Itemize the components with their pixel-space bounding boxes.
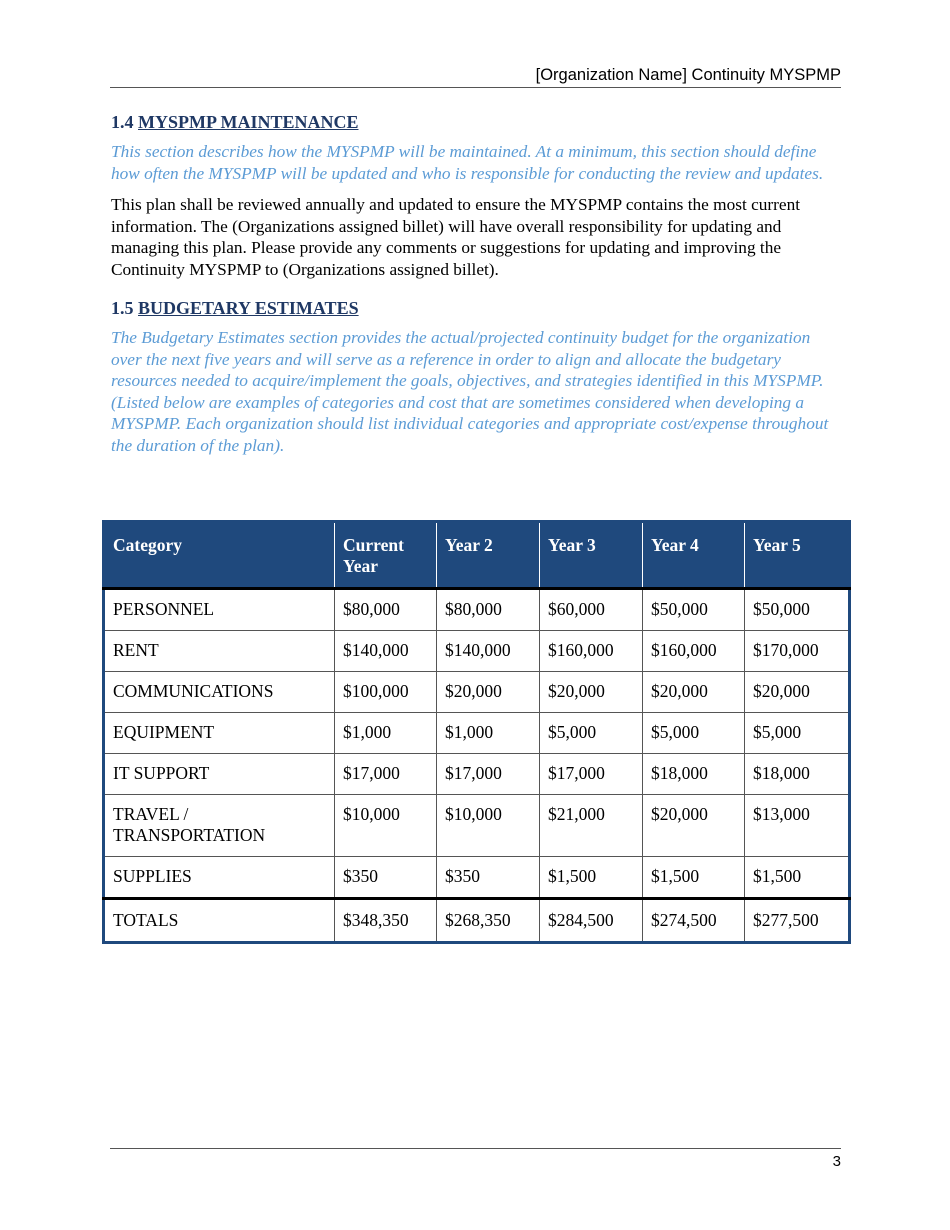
- table-cell: $160,000: [643, 631, 745, 672]
- table-cell: $5,000: [643, 713, 745, 754]
- table-cell: $1,500: [643, 857, 745, 899]
- table-cell: IT SUPPORT: [104, 754, 335, 795]
- header-category: Category: [104, 522, 335, 589]
- table-cell: $277,500: [745, 899, 850, 943]
- table-cell: $17,000: [437, 754, 540, 795]
- table-cell: $50,000: [643, 589, 745, 631]
- table-header-row: [104, 522, 850, 589]
- table-cell: $20,000: [643, 672, 745, 713]
- table-cell: $50,000: [745, 589, 850, 631]
- table-cell: $274,500: [643, 899, 745, 943]
- section-1-5-heading: [111, 298, 841, 319]
- section-1-4-guidance: This section describes how the MYSPMP will be maintained. At a minimum, this section should define how often the MYSPMP will be updated and who is responsible for conducting the review and updates.: [111, 142, 824, 183]
- table-row: [104, 754, 850, 795]
- table-cell: $18,000: [745, 754, 850, 795]
- table-cell: $10,000: [335, 795, 437, 857]
- totals-row: [104, 899, 850, 943]
- table-cell: $1,500: [745, 857, 850, 899]
- table-cell: COMMUNICATIONS: [104, 672, 335, 713]
- page-number: 3: [832, 1153, 841, 1170]
- table-cell: $1,000: [335, 713, 437, 754]
- section-1-5-number: 1.5: [111, 298, 138, 318]
- table-row: [104, 589, 850, 631]
- table-cell: $20,000: [540, 672, 643, 713]
- document-body: [111, 112, 841, 456]
- section-1-4-number: 1.4: [111, 112, 138, 132]
- table-cell: $80,000: [437, 589, 540, 631]
- table-cell: $17,000: [540, 754, 643, 795]
- table-cell: TOTALS: [104, 899, 335, 943]
- table-cell: $5,000: [745, 713, 850, 754]
- section-1-5-guidance: The Budgetary Estimates section provides the actual/projected continuity budget for the organization over the next five years and will serve as a reference in order to align and allocate the budgetary resources needed to acquire/implement the goals, objectives, and strategies identified in this MYSPMP. (Listed below are examples of categories and cost that are sometimes considered when developing a MYSPMP. Each organization should list individual categories and appropriate cost/expense throughout the duration of the plan).: [111, 328, 829, 455]
- section-1-4: [111, 112, 841, 280]
- table-cell: $140,000: [335, 631, 437, 672]
- table-cell: $5,000: [540, 713, 643, 754]
- table-row: [104, 672, 850, 713]
- table-cell: $13,000: [745, 795, 850, 857]
- table-cell: $20,000: [745, 672, 850, 713]
- header-year-2: Year 2: [437, 522, 540, 589]
- table-cell: $268,350: [437, 899, 540, 943]
- table-cell: RENT: [104, 631, 335, 672]
- header-year-4: Year 4: [643, 522, 745, 589]
- table-cell: $17,000: [335, 754, 437, 795]
- header-title: [Organization Name] Continuity MYSPMP: [535, 66, 841, 84]
- table-cell: $10,000: [437, 795, 540, 857]
- table-row: [104, 857, 850, 899]
- footer-divider: [110, 1148, 841, 1149]
- section-1-4-heading: [111, 112, 841, 133]
- table-cell: $80,000: [335, 589, 437, 631]
- table-cell: $100,000: [335, 672, 437, 713]
- table-cell: $160,000: [540, 631, 643, 672]
- table-cell: $1,500: [540, 857, 643, 899]
- table-cell: $1,000: [437, 713, 540, 754]
- table-cell: $284,500: [540, 899, 643, 943]
- table-cell: $170,000: [745, 631, 850, 672]
- table-cell: $350: [437, 857, 540, 899]
- table-row: [104, 713, 850, 754]
- table-cell: $21,000: [540, 795, 643, 857]
- table-cell: $18,000: [643, 754, 745, 795]
- header-current-year: Current Year: [335, 522, 437, 589]
- table-cell: TRAVEL / TRANSPORTATION: [104, 795, 335, 857]
- table-cell: $350: [335, 857, 437, 899]
- section-1-4-title: MYSPMP MAINTENANCE: [138, 112, 359, 132]
- table-cell: EQUIPMENT: [104, 713, 335, 754]
- header-year-5: Year 5: [745, 522, 850, 589]
- table-cell: $20,000: [643, 795, 745, 857]
- table-row: [104, 631, 850, 672]
- section-1-4-body: This plan shall be reviewed annually and updated to ensure the MYSPMP contains the most current information. The (Organizations assigned billet) will have overall responsibility for updating and managing this plan. Please provide any comments or suggestions for updating and improving the Continuity MYSPMP to (Organizations assigned billet).: [111, 195, 801, 279]
- table-cell: $60,000: [540, 589, 643, 631]
- page-header: [110, 66, 841, 88]
- section-1-5: [111, 298, 841, 456]
- table-cell: $348,350: [335, 899, 437, 943]
- section-1-5-title: BUDGETARY ESTIMATES: [138, 298, 359, 318]
- table-cell: SUPPLIES: [104, 857, 335, 899]
- table-cell: $140,000: [437, 631, 540, 672]
- table-cell: $20,000: [437, 672, 540, 713]
- budget-table: [102, 520, 851, 944]
- table-row: [104, 795, 850, 857]
- table-cell: PERSONNEL: [104, 589, 335, 631]
- header-year-3: Year 3: [540, 522, 643, 589]
